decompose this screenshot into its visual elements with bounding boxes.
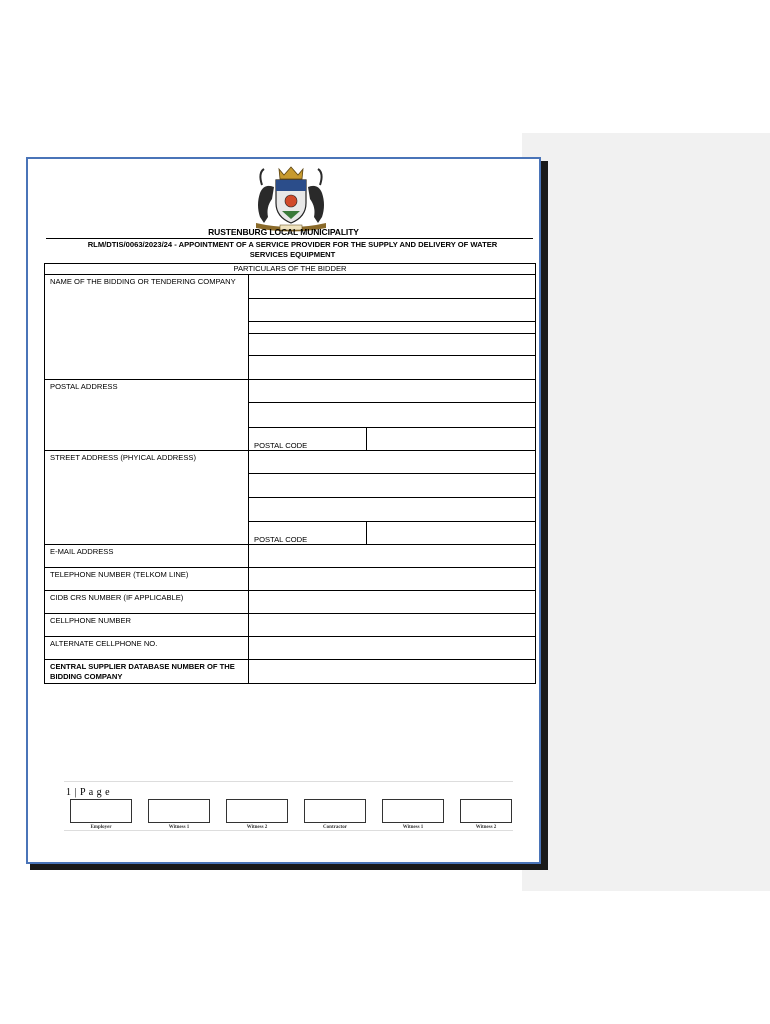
signature-label-witness-2: Witness 2 <box>246 825 268 830</box>
company-name-line-4[interactable] <box>249 334 535 356</box>
company-name-line-1[interactable] <box>249 275 535 299</box>
street-address-field[interactable] <box>249 451 536 522</box>
alt-cellphone-field[interactable] <box>249 637 536 660</box>
csd-number-label: CENTRAL SUPPLIER DATABASE NUMBER OF THE BIDDING COMPANY <box>45 660 249 684</box>
footer-bottom-divider <box>64 830 513 831</box>
signature-label-contractor: Contractor <box>323 825 347 830</box>
company-name-line-3[interactable] <box>249 322 535 334</box>
email-field[interactable] <box>249 545 536 568</box>
page-number: 1 | P a g e <box>66 787 111 798</box>
signature-boxes <box>70 799 510 831</box>
tender-title: RLM/DTIS/0063/2023/24 - APPOINTMENT OF A SERVICE PROVIDER FOR THE SUPPLY AND DELIVERY OF WATER SERVICES EQUIPMENT <box>87 240 498 259</box>
cidb-label: CIDB CRS NUMBER (IF APPLICABLE) <box>45 591 249 614</box>
company-name-label: NAME OF THE BIDDING OR TENDERING COMPANY <box>45 275 249 380</box>
email-label: E-MAIL ADDRESS <box>45 545 249 568</box>
company-name-field[interactable] <box>249 275 536 380</box>
company-name-line-5[interactable] <box>249 356 535 379</box>
bidder-particulars-table <box>44 263 536 684</box>
postal-address-field[interactable] <box>249 380 536 428</box>
signature-box-contractor[interactable] <box>304 799 366 823</box>
postal-code-field-1[interactable] <box>367 428 536 451</box>
street-address-line-1[interactable] <box>249 451 535 474</box>
signature-label-contractor-witness-1: Witness 1 <box>402 825 424 830</box>
postal-address-label: POSTAL ADDRESS <box>45 380 249 451</box>
cellphone-label: CELLPHONE NUMBER <box>45 614 249 637</box>
document-page <box>26 157 541 864</box>
csd-number-field[interactable] <box>249 660 536 684</box>
side-panel <box>522 133 770 891</box>
telephone-label: TELEPHONE NUMBER (TELKOM LINE) <box>45 568 249 591</box>
signature-label-contractor-witness-2: Witness 2 <box>475 825 497 830</box>
footer-divider <box>64 781 513 782</box>
street-address-label: STREET ADDRESS (PHYICAL ADDRESS) <box>45 451 249 545</box>
signature-label-employer: Employer <box>90 825 112 830</box>
municipal-crest-logo <box>246 165 336 233</box>
signature-label-witness-1: Witness 1 <box>168 825 190 830</box>
postal-address-line-2[interactable] <box>249 403 535 427</box>
postal-code-label-1: POSTAL CODE <box>249 428 367 451</box>
signature-box-witness-1[interactable] <box>148 799 210 823</box>
postal-code-label-2: POSTAL CODE <box>249 522 367 545</box>
street-address-line-3[interactable] <box>249 498 535 521</box>
postal-code-field-2[interactable] <box>367 522 536 545</box>
signature-box-contractor-witness-1[interactable] <box>382 799 444 823</box>
signature-box-witness-2[interactable] <box>226 799 288 823</box>
telephone-field[interactable] <box>249 568 536 591</box>
title-rule <box>46 238 533 239</box>
cidb-field[interactable] <box>249 591 536 614</box>
signature-box-employer[interactable] <box>70 799 132 823</box>
organization-name: RUSTENBURG LOCAL MUNICIPALITY <box>208 227 359 237</box>
cellphone-field[interactable] <box>249 614 536 637</box>
section-header: PARTICULARS OF THE BIDDER <box>45 264 536 275</box>
alt-cellphone-label: ALTERNATE CELLPHONE NO. <box>45 637 249 660</box>
signature-box-contractor-witness-2[interactable] <box>460 799 512 823</box>
postal-address-line-1[interactable] <box>249 380 535 403</box>
street-address-line-2[interactable] <box>249 474 535 498</box>
company-name-line-2[interactable] <box>249 299 535 322</box>
